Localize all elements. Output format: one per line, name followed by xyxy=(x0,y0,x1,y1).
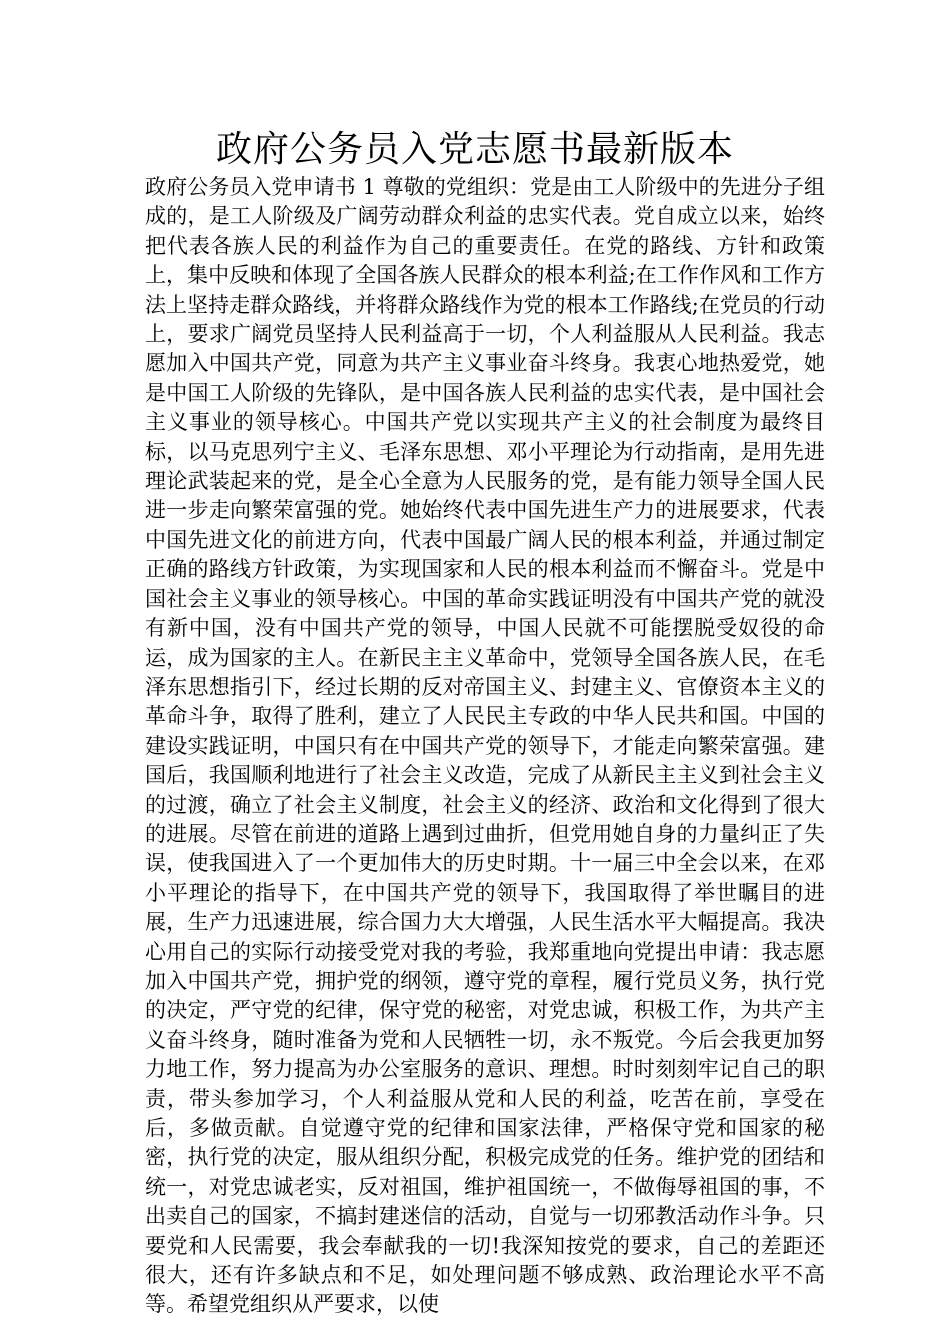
document-title: 政府公务员入党志愿书最新版本 xyxy=(215,129,734,170)
document-body-text: 政府公务员入党申请书 1 尊敬的党组织：党是由工人阶级中的先进分子组成的，是工人阶级及广阔劳动群众利益的忠实代表。党自成立以来，始终把代表各族人民的利益作为自己的重要责任。在党的路线、方针和政策上，集中反映和体现了全国各族人民群众的根本利益;在工作作风和工作方法上坚持走群众路线，并将群众路线作为党的根本工作路线;在党员的行动上，要求广阔党员坚持人民利益高于一切，个人利益服从人民利益。我志愿加入中国共产党，同意为共产主义事业奋斗终身。我衷心地热爱党，她是中国工人阶级的先锋队，是中国各族人民利益的忠实代表，是中国社会主义事业的领导核心。中国共产党以实现共产主义的社会制度为最终目标，以马克思列宁主义、毛泽东思想、邓小平理论为行动指南，是用先进理论武装起来的党，是全心全意为人民服务的党，是有能力领导全国人民进一步走向繁荣富强的党。她始终代表中国先进生产力的进展要求，代表中国先进文化的前进方向，代表中国最广阔人民的根本利益，并通过制定正确的路线方针政策，为实现国家和人民的根本利益而不懈奋斗。党是中国社会主义事业的领导核心。中国的革命实践证明没有中国共产党的就没有新中国，没有中国共产党的领导，中国人民就不可能摆脱受奴役的命运，成为国家的主人。在新民主主义革命中，党领导全国各族人民，在毛泽东思想指引下，经过长期的反对帝国主义、封建主义、官僚资本主义的革命斗争，取得了胜利，建立了人民民主专政的中华人民共和国。中国的建设实践证明，中国只有在中国共产党的领导下，才能走向繁荣富强。建国后，我国顺利地进行了社会主义改造，完成了从新民主主义到社会主义的过渡，确立了社会主义制度，社会主义的经济、政治和文化得到了很大的进展。尽管在前进的道路上遇到过曲折，但党用她自身的力量纠正了失误，使我国进入了一个更加伟大的历史时期。十一届三中全会以来，在邓小平理论的指导下，在中国共产党的领导下，我国取得了举世瞩目的进展，生产力迅速进展，综合国力大大增强，人民生活水平大幅提高。我决心用自己的实际行动接受党对我的考验，我郑重地向党提出申请：我志愿加入中国共产党，拥护党的纲领，遵守党的章程，履行党员义务，执行党的决定，严守党的纪律，保守党的秘密，对党忠诚，积极工作，为共产主义奋斗终身，随时准备为党和人民牺牲一切，永不叛党。今后会我更加努力地工作，努力提高为办公室服务的意识、理想。时时刻刻牢记自己的职责，带头参加学习，个人利益服从党和人民的利益，吃苦在前，享受在后，多做贡献。自觉遵守党的纪律和国家法律，严格保守党和国家的秘密，执行党的决定，服从组织分配，积极完成党的任务。维护党的团结和统一，对党忠诚老实，反对祖国，维护祖国统一，不做侮辱祖国的事，不出卖自己的国家，不搞封建迷信的活动，自觉与一切邪教活动作斗争。只要党和人民需要，我会奉献我的一切!我深知按党的要求，自己的差距还很大，还有许多缺点和不足，如处理问题不够成熟、政治理论水平不高等。希望党组织从严要求，以使 xyxy=(145,175,825,1317)
